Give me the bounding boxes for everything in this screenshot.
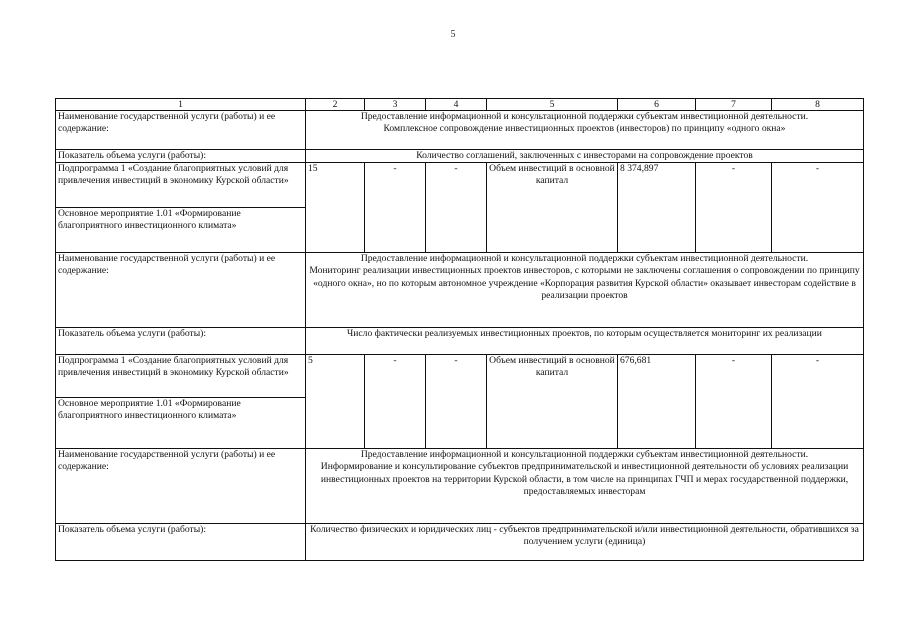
header-cell: 2 xyxy=(306,99,365,111)
service-text-line: Комплексное сопровождение инвестиционных проектов (инвесторов) по принципу «одного окна» xyxy=(383,123,786,135)
service-text-line: Информирование и консультирование субъектов предпринимательской и инвестиционной деятельности об условиях реализации инвестиционных проектов на территории Курской области, в том числе на принципах ГЧП и мерах государственной поддержки, предоставляемых инвесторам xyxy=(320,461,849,497)
header-cell: 4 xyxy=(426,99,487,111)
value-col6: 676,681 xyxy=(618,355,696,449)
page-number: 5 xyxy=(450,29,456,40)
header-cell: 1 xyxy=(56,99,306,111)
service-label: Наименование государственной услуги (работы) и ее содержание: xyxy=(56,253,306,328)
value-col7: - xyxy=(696,163,772,253)
service-text-line: Предоставление информационной и консультационной поддержки субъектам инвестиционной деятельности. xyxy=(360,253,809,265)
header-cell: 6 xyxy=(618,99,696,111)
event-label: Основное мероприятие 1.01 «Формирование благоприятного инвестиционного климата» xyxy=(56,398,306,449)
service-description xyxy=(306,253,864,328)
service-text-line: Предоставление информационной и консультационной поддержки субъектам инвестиционной деятельности. xyxy=(360,111,809,122)
value-col2: 15 xyxy=(306,163,365,253)
service-text-line: Предоставление информационной и консультационной поддержки субъектам инвестиционной деятельности. xyxy=(360,449,809,461)
indicator-label: Показатель объема услуги (работы): xyxy=(56,524,306,561)
indicator-row xyxy=(56,150,864,163)
indicator-label: Показатель объема услуги (работы): xyxy=(56,328,306,355)
value-col6: 8 374,897 xyxy=(618,163,696,253)
subprogram-label: Подпрограмма 1 «Создание благоприятных условий для привлечения инвестиций в экономику Курской области» xyxy=(56,163,306,208)
service-description xyxy=(306,449,864,524)
value-col5: Объем инвестиций в основной капитал xyxy=(487,355,618,449)
header-cell: 3 xyxy=(365,99,426,111)
indicator-row xyxy=(56,328,864,355)
service-row xyxy=(56,449,864,524)
subprogram-row xyxy=(56,163,864,208)
header-cell: 5 xyxy=(487,99,618,111)
indicator-label: Показатель объема услуги (работы): xyxy=(56,150,306,163)
event-label: Основное мероприятие 1.01 «Формирование благоприятного инвестиционного климата» xyxy=(56,208,306,253)
service-description xyxy=(306,111,864,150)
indicator-text: Количество физических и юридических лиц - субъектов предпринимательской и/или инвестиционной деятельности, обратившихся за получением услуги (единица) xyxy=(306,524,864,561)
header-row xyxy=(56,99,864,111)
value-col8: - xyxy=(772,163,864,253)
service-text-line: Мониторинг реализации инвестиционных проектов инвесторов, с которыми не заключены соглашения о сопровождении по принципу «одного окна», но по которым автономное учреждение «Корпорация развития Курской области» оказывает инвесторам содействие в реализации проектов xyxy=(309,265,860,301)
service-row xyxy=(56,111,864,150)
service-table xyxy=(55,98,864,561)
service-label: Наименование государственной услуги (работы) и ее содержание: xyxy=(56,449,306,524)
indicator-text: Число фактически реализуемых инвестиционных проектов, по которым осуществляется мониторинг их реализации xyxy=(306,328,864,355)
value-col5: Объем инвестиций в основной капитал xyxy=(487,163,618,253)
subprogram-row xyxy=(56,355,864,398)
value-col4: - xyxy=(426,163,487,253)
service-row xyxy=(56,253,864,328)
service-label: Наименование государственной услуги (работы) и ее содержание: xyxy=(56,111,306,150)
value-col3: - xyxy=(365,355,426,449)
value-col7: - xyxy=(696,355,772,449)
value-col4: - xyxy=(426,355,487,449)
header-cell: 8 xyxy=(772,99,864,111)
header-cell: 7 xyxy=(696,99,772,111)
subprogram-label: Подпрограмма 1 «Создание благоприятных условий для привлечения инвестиций в экономику Курской области» xyxy=(56,355,306,398)
value-col2: 5 xyxy=(306,355,365,449)
indicator-text: Количество соглашений, заключенных с инвесторами на сопровождение проектов xyxy=(306,150,864,163)
indicator-row xyxy=(56,524,864,561)
value-col3: - xyxy=(365,163,426,253)
value-col8: - xyxy=(772,355,864,449)
